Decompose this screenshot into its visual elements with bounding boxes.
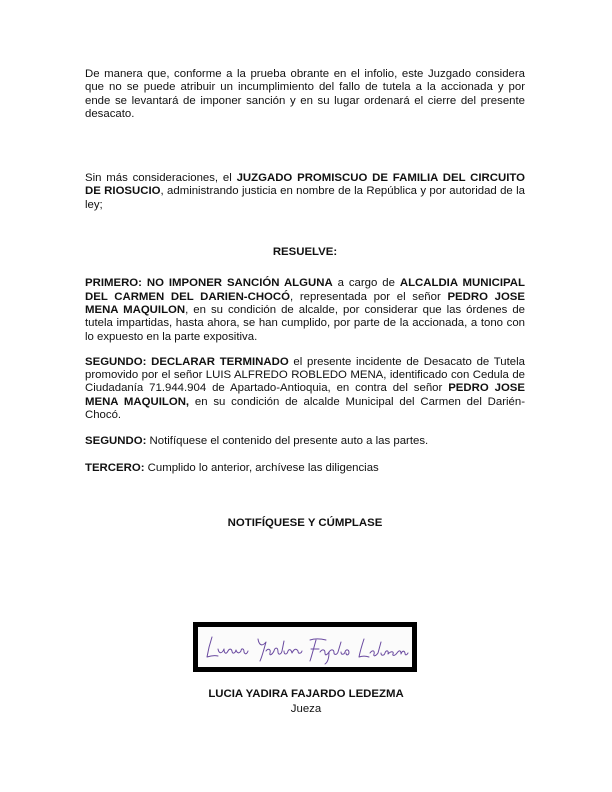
primero-person: PEDRO JOSE MENA MAQUILON (85, 290, 525, 316)
document-body (85, 68, 525, 530)
handwritten-signature (198, 627, 412, 667)
resolution-segundo-declarar: SEGUNDO: DECLARAR TERMINADO el presente incidente de Desacato de Tutela promovido por el señor LUIS ALFREDO ROBLEDO MENA, identificado con Cedula de Ciudadanía 71.944.904 de Apartado-Antioquia, en contra del señor PEDRO JOSE MENA MAQUILON, en su condición de alcalde Municipal del Carmen del Darién-Chocó. (85, 355, 526, 422)
resolution-primero: PRIMERO: NO IMPONER SANCIÓN ALGUNA a cargo de ALCALDIA MUNICIPAL DEL CARMEN DEL DARIEN-CHOCÓ, representada por el señor PEDRO JOSE MENA MAQUILON, en su condición de alcalde, por considerar que las órdenes de tutela impartidas, hasta ahora, se han cumplido, por parte de la accionada, a tono con lo expuesto en la parte expositiva. (85, 277, 525, 343)
resolution-segundo-notifiquese: SEGUNDO: Notifíquese el contenido del presente auto a las partes. (85, 435, 429, 448)
resolution-tercero: TERCERO: Cumplido lo anterior, archívese las diligencias (85, 461, 379, 474)
considerations-lead: Sin más consideraciones, el (85, 172, 237, 185)
considerations-rest: , administrando justicia en nombre de la República y por autoridad de la ley; (85, 185, 525, 211)
segundo-person: PEDRO JOSE MENA MAQUILON, (85, 382, 525, 408)
paragraph-considerations (85, 172, 525, 212)
signature-box (193, 622, 417, 672)
segundo2-label: SEGUNDO: (85, 435, 147, 448)
paragraph-conclusion: De manera que, conforme a la prueba obrante en el infolio, este Juzgado considera que no se puede atribuir un incumplimiento del fallo de tutela a la accionada y por ende se levantará de imponer sanción y en su lugar ordenará el cierre del presente desacato. (85, 68, 525, 120)
closing-formula: NOTIFÍQUESE Y CÚMPLASE (227, 516, 383, 529)
tercero-label: TERCERO: (85, 461, 145, 474)
resolve-heading: RESUELVE: (272, 246, 338, 259)
primero-label: PRIMERO: NO IMPONER SANCIÓN ALGUNA (85, 277, 333, 290)
judge-title: Jueza (290, 703, 322, 715)
primero-entity: ALCALDIA MUNICIPAL DEL CARMEN DEL DARIEN-CHOCÓ (85, 277, 525, 303)
segundo-label: SEGUNDO: DECLARAR TERMINADO (85, 355, 289, 368)
judge-name: LUCIA YADIRA FAJARDO LEDEZMA (208, 688, 404, 700)
court-name: JUZGADO PROMISCUO DE FAMILIA DEL CIRCUITO DE RIOSUCIO (85, 172, 525, 198)
